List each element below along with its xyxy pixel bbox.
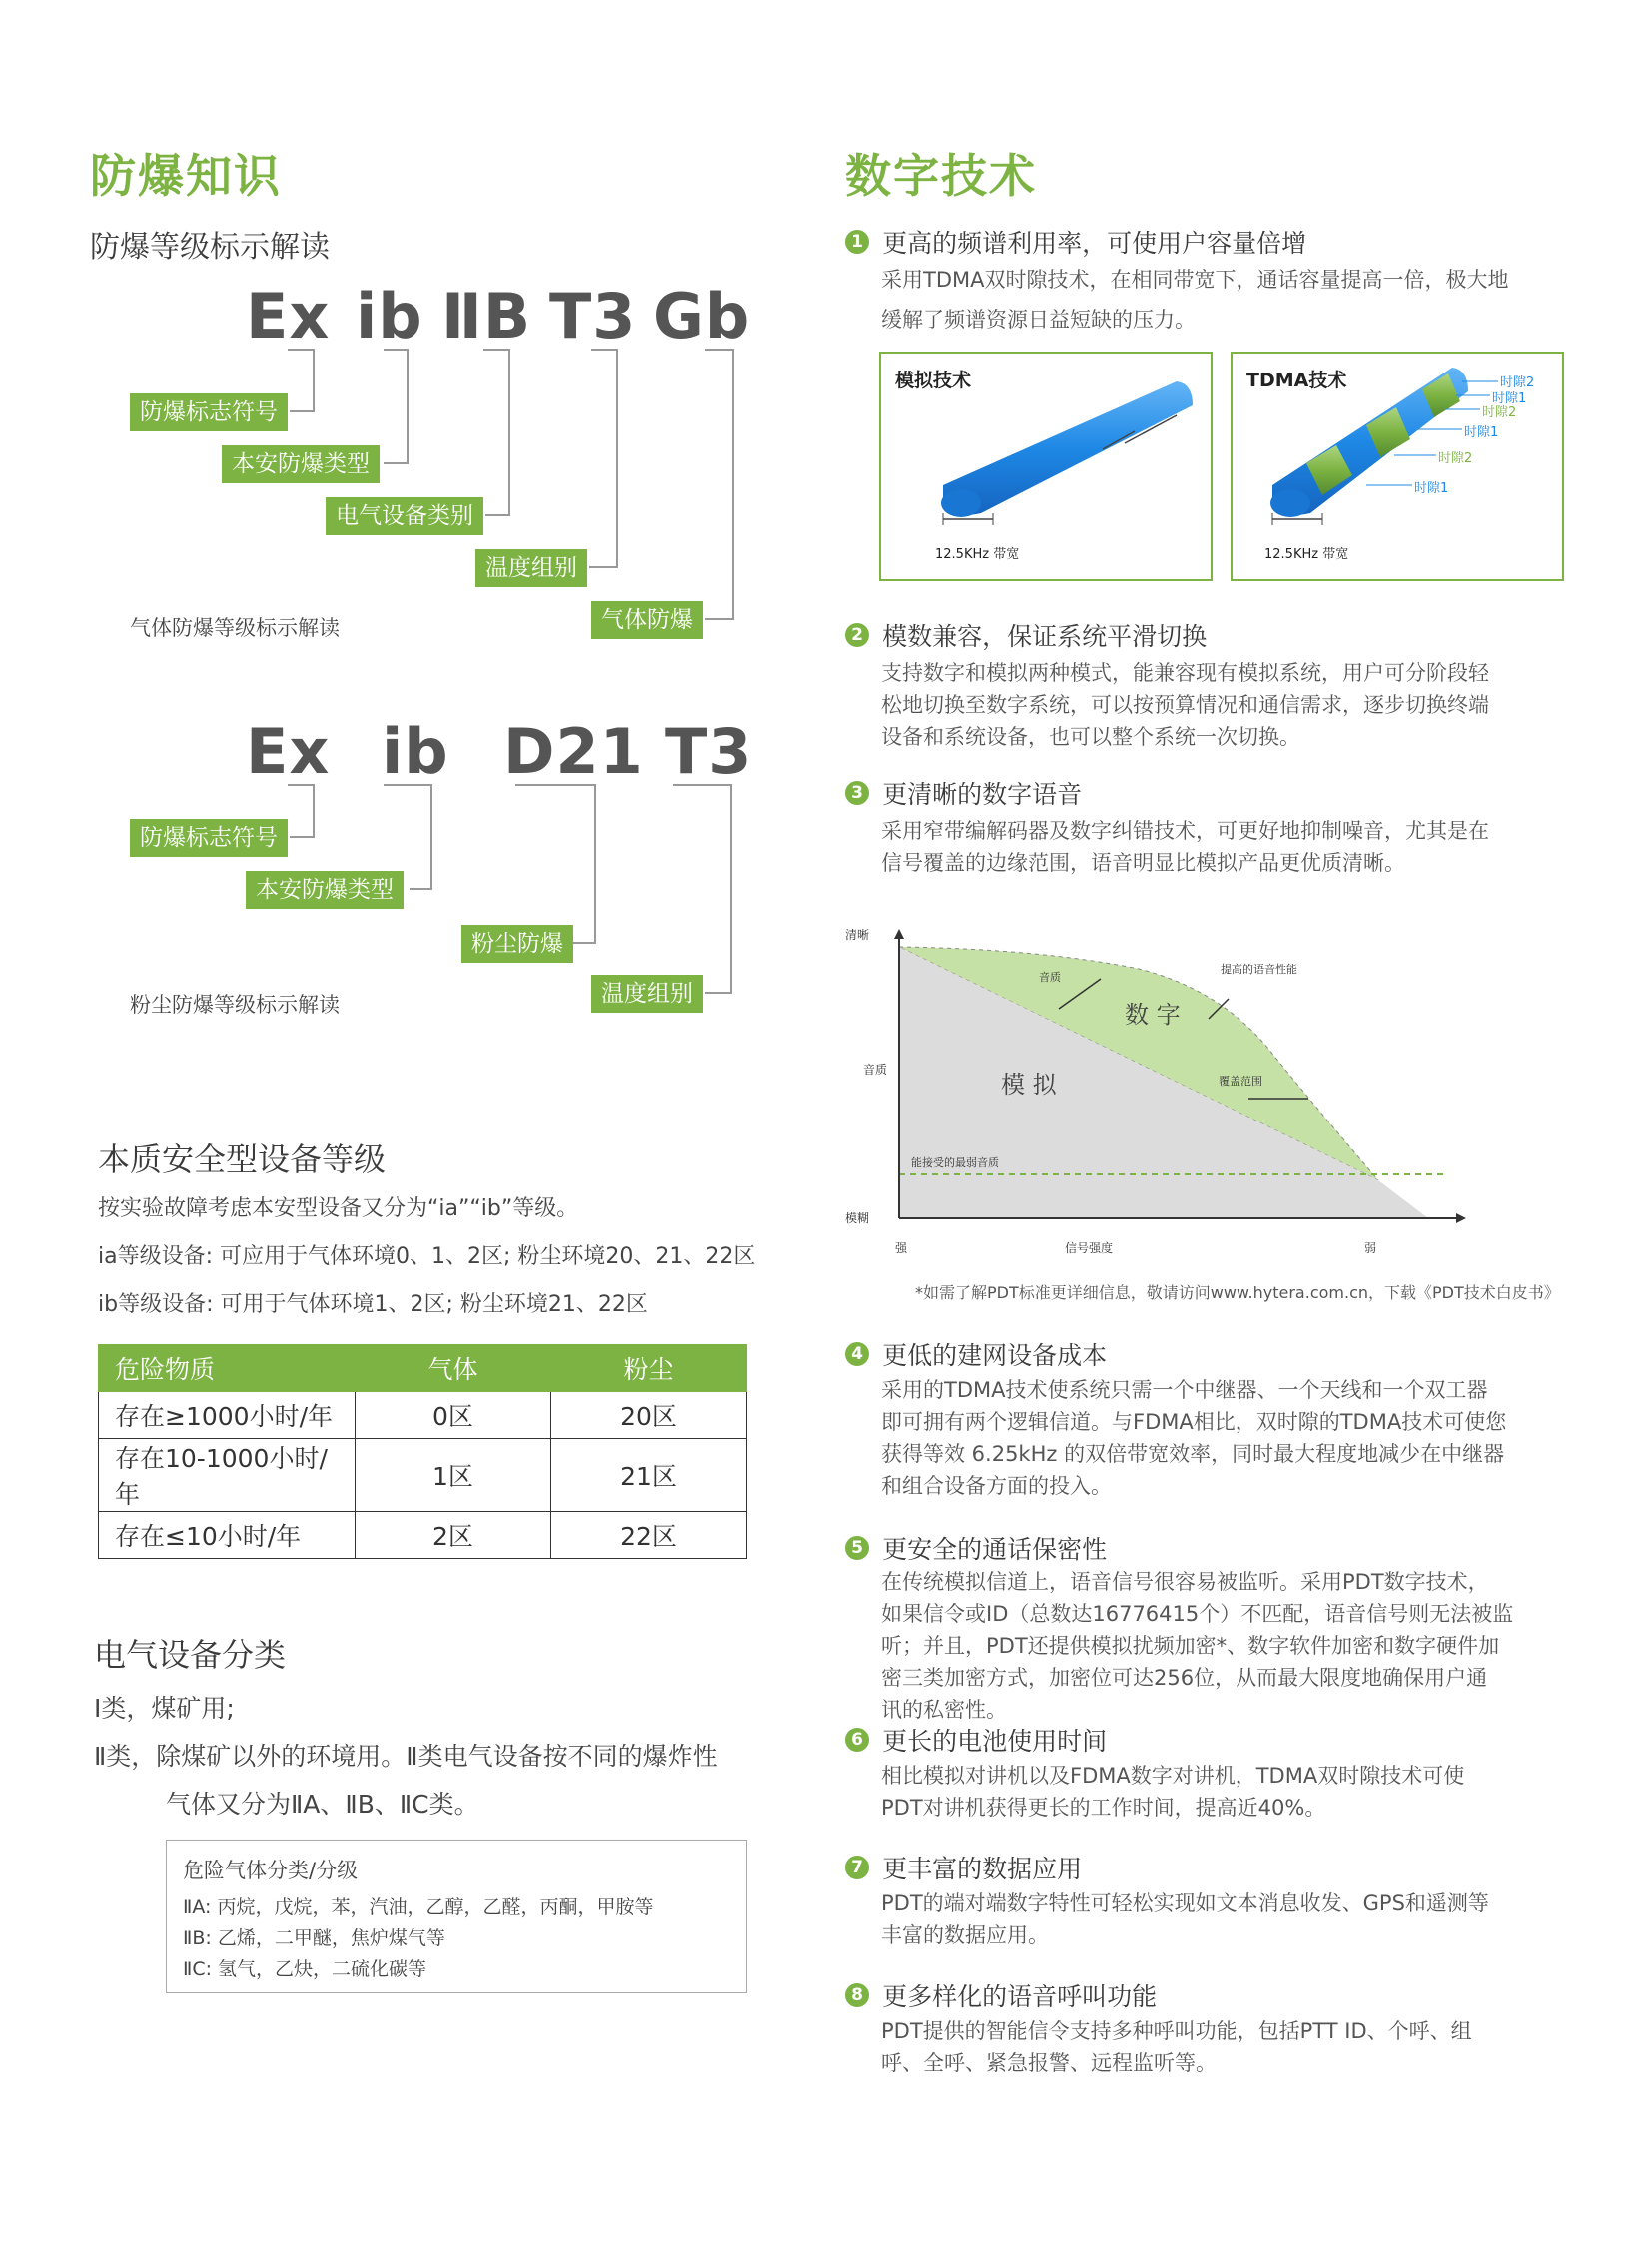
feature-body-line: 松地切换至数字系统，可以按预算情况和通信需求，逐步切换终端 bbox=[881, 693, 1489, 717]
cell: 1区 bbox=[355, 1439, 550, 1512]
feature-number: 8 bbox=[845, 1983, 869, 2007]
cell: 存在≥1000小时/年 bbox=[99, 1392, 356, 1439]
table-row bbox=[99, 1392, 747, 1439]
feature-body-line: 支持数字和模拟两种模式，能兼容现有模拟系统，用户可分阶段轻 bbox=[881, 661, 1489, 685]
tag-ex-symbol: 防爆标志符号 bbox=[130, 393, 288, 431]
safety-title: 本质安全型设备等级 bbox=[98, 1140, 387, 1178]
feature-3 bbox=[845, 775, 1082, 811]
elec-line-2: Ⅱ类，除煤矿以外的环境用。Ⅱ类电气设备按不同的爆炸性 bbox=[94, 1742, 718, 1771]
elec-line-1: Ⅰ类，煤矿用; bbox=[94, 1694, 235, 1723]
feature-7-body bbox=[881, 1887, 1489, 1951]
tag-temp-group: 温度组别 bbox=[475, 549, 587, 587]
dust-code-t3: T3 bbox=[665, 715, 753, 788]
feature-body-line: 即可拥有两个逻辑信道。与FDMA相比，双时隙的TDMA技术可使您 bbox=[881, 1410, 1507, 1434]
min-quality-annotation: 能接受的最弱音质 bbox=[911, 1156, 999, 1169]
marking-subtitle: 防爆等级标示解读 bbox=[90, 230, 330, 265]
col-gas: 气体 bbox=[355, 1345, 550, 1392]
x-right-label: 弱 bbox=[1364, 1241, 1377, 1255]
y-axis-arrow bbox=[894, 929, 904, 939]
feature-title: 更高的频谱利用率，可使用户容量倍增 bbox=[882, 229, 1307, 258]
feature-8-body bbox=[881, 2015, 1472, 2079]
feature-6 bbox=[845, 1722, 1107, 1758]
safety-line-2: ia等级设备: 可应用于气体环境0、1、2区; 粉尘环境20、21、22区 bbox=[98, 1244, 756, 1269]
feature-body-line: 获得等效 6.25kHz 的双倍带宽效率，同时最大程度地减少在中继器 bbox=[881, 1442, 1505, 1466]
feature-4 bbox=[845, 1336, 1107, 1372]
feature-title: 更多样化的语音呼叫功能 bbox=[882, 1982, 1158, 2011]
elec-title: 电气设备分类 bbox=[94, 1636, 287, 1674]
feature-body-line: 采用TDMA双时隙技术，在相同带宽下，通话容量提高一倍，极大地 bbox=[881, 268, 1509, 292]
cell: 21区 bbox=[550, 1439, 746, 1512]
feature-4-body bbox=[881, 1374, 1506, 1502]
feature-number: 4 bbox=[845, 1342, 869, 1366]
y-top-label: 清晰 bbox=[845, 928, 870, 942]
x-axis-label: 信号强度 bbox=[1065, 1241, 1114, 1255]
y-axis-label: 音质 bbox=[863, 1063, 888, 1077]
feature-body-line: 如果信令或ID（总数达16776415个）不匹配，语音信号则无法被监 bbox=[881, 1602, 1514, 1626]
quality-annotation: 音质 bbox=[1039, 971, 1061, 984]
feature-title: 更安全的通话保密性 bbox=[882, 1535, 1108, 1564]
code-iib: ⅡB bbox=[441, 280, 532, 353]
code-ex: Ex bbox=[246, 280, 331, 353]
tag-equipment-class: 电气设备类别 bbox=[326, 497, 483, 535]
feature-3-body bbox=[881, 815, 1489, 879]
elec-line-3: 气体又分为ⅡA、ⅡB、ⅡC类。 bbox=[166, 1790, 479, 1819]
analog-label: 模拟技术 bbox=[895, 370, 972, 391]
feature-5 bbox=[845, 1530, 1107, 1566]
gas-box-line-iic: ⅡC: 氢气，乙炔，二硫化碳等 bbox=[183, 1958, 427, 1980]
tag-intrinsic-type: 本安防爆类型 bbox=[222, 445, 380, 483]
feature-number: 7 bbox=[845, 1856, 869, 1879]
table-row bbox=[99, 1439, 747, 1512]
performance-annotation: 提高的语音性能 bbox=[1221, 963, 1297, 976]
tdma-box bbox=[1231, 352, 1564, 581]
col-substance: 危险物质 bbox=[99, 1345, 356, 1392]
feature-5-body bbox=[881, 1566, 1513, 1726]
cell: 0区 bbox=[355, 1392, 550, 1439]
feature-body-line: 讯的私密性。 bbox=[881, 1698, 1007, 1722]
hazard-zone-table bbox=[98, 1344, 747, 1559]
right-title: 数字技术 bbox=[845, 149, 1037, 203]
feature-title: 模数兼容，保证系统平滑切换 bbox=[882, 622, 1208, 651]
dust-tag-dust-protection: 粉尘防爆 bbox=[461, 925, 573, 963]
cell: 22区 bbox=[550, 1512, 746, 1559]
feature-8 bbox=[845, 1977, 1157, 2013]
feature-body-line: 采用窄带编解码器及数字纠错技术，可更好地抑制噪音，尤其是在 bbox=[881, 819, 1489, 843]
cell: 存在10-1000小时/年 bbox=[99, 1439, 356, 1512]
feature-body-line: 在传统模拟信道上，语音信号很容易被监听。采用PDT数字技术， bbox=[881, 1570, 1489, 1594]
dust-tag-temp-group: 温度组别 bbox=[591, 975, 703, 1013]
feature-body-line: 相比模拟对讲机以及FDMA数字对讲机，TDMA双时隙技术可使 bbox=[881, 1764, 1465, 1788]
feature-body-line: PDT提供的智能信令支持多种呼叫功能，包括PTT ID、个呼、组 bbox=[881, 2019, 1472, 2043]
feature-body-line: 缓解了频谱资源日益短缺的压力。 bbox=[881, 308, 1196, 332]
tdma-slot: 时隙2 bbox=[1482, 405, 1517, 420]
feature-body-line: 丰富的数据应用。 bbox=[881, 1923, 1049, 1947]
footnote: *如需了解PDT标准更详细信息，敬请访问www.hytera.com.cn，下载《PDT技术白皮书》 bbox=[915, 1283, 1560, 1302]
feature-number: 2 bbox=[845, 623, 869, 647]
feature-body-line: PDT的端对端数字特性可轻松实现如文本消息收发、GPS和遥测等 bbox=[881, 1891, 1489, 1915]
feature-title: 更长的电池使用时间 bbox=[882, 1727, 1108, 1756]
feature-body-line: PDT对讲机获得更长的工作时间，提高近40%。 bbox=[881, 1796, 1326, 1820]
dust-caption: 粉尘防爆等级标示解读 bbox=[130, 993, 340, 1017]
gas-box-title: 危险气体分类/分级 bbox=[183, 1859, 359, 1882]
coverage-annotation: 覆盖范围 bbox=[1219, 1075, 1262, 1088]
left-title: 防爆知识 bbox=[90, 149, 282, 203]
feature-title: 更清晰的数字语音 bbox=[882, 780, 1083, 809]
code-t3: T3 bbox=[549, 280, 637, 353]
safety-line-3: ib等级设备: 可用于气体环境1、2区; 粉尘环境21、22区 bbox=[98, 1292, 648, 1317]
table-header-row bbox=[99, 1345, 747, 1392]
cell: 存在≤10小时/年 bbox=[99, 1512, 356, 1559]
code-gb: Gb bbox=[653, 280, 751, 353]
cell: 2区 bbox=[355, 1512, 550, 1559]
gas-box-line-iia: ⅡA: 丙烷，戊烷，苯，汽油，乙醇，乙醛，丙酮，甲胺等 bbox=[183, 1896, 654, 1918]
tag-gas-protection: 气体防爆 bbox=[591, 601, 703, 639]
tdma-label: TDMA技术 bbox=[1246, 370, 1347, 391]
feature-number: 6 bbox=[845, 1728, 869, 1752]
gas-caption: 气体防爆等级标示解读 bbox=[130, 616, 340, 640]
feature-2-body bbox=[881, 657, 1489, 753]
analog-series-label: 模 拟 bbox=[1001, 1071, 1057, 1099]
gas-box-line-iib: ⅡB: 乙烯，二甲醚，焦炉煤气等 bbox=[183, 1927, 445, 1949]
feature-body-line: 信号覆盖的边缘范围，语音明显比模拟产品更优质清晰。 bbox=[881, 851, 1405, 875]
tdma-slot: 时隙2 bbox=[1500, 375, 1535, 390]
analog-box bbox=[879, 352, 1213, 581]
feature-body-line: 设备和系统设备，也可以整个系统一次切换。 bbox=[881, 725, 1300, 749]
feature-1 bbox=[845, 224, 1306, 260]
safety-line-1: 按实验故障考虑本安型设备又分为“ia”“ib”等级。 bbox=[98, 1196, 579, 1221]
feature-number: 3 bbox=[845, 781, 869, 805]
voice-quality-chart bbox=[839, 909, 1578, 1278]
digital-series-label: 数 字 bbox=[1125, 1001, 1181, 1029]
feature-number: 5 bbox=[845, 1536, 869, 1560]
feature-title: 更丰富的数据应用 bbox=[882, 1855, 1083, 1883]
feature-body-line: 采用的TDMA技术使系统只需一个中继器、一个天线和一个双工器 bbox=[881, 1378, 1488, 1402]
feature-6-body bbox=[881, 1760, 1464, 1824]
feature-body-line: 密三类加密方式，加密位可达256位，从而最大限度地确保用户通 bbox=[881, 1666, 1488, 1690]
feature-title: 更低的建网设备成本 bbox=[882, 1341, 1108, 1370]
col-dust: 粉尘 bbox=[550, 1345, 746, 1392]
feature-body-line: 听；并且，PDT还提供模拟扰频加密*、数字软件加密和数字硬件加 bbox=[881, 1634, 1500, 1658]
gas-classification-box bbox=[166, 1840, 747, 1993]
tdma-slot: 时隙1 bbox=[1492, 391, 1527, 406]
tdma-slot: 时隙1 bbox=[1464, 425, 1499, 440]
feature-1-body bbox=[881, 264, 1508, 336]
tdma-bandwidth: 12.5KHz 带宽 bbox=[1264, 547, 1349, 562]
dust-code-ex: Ex bbox=[246, 715, 331, 788]
table-row bbox=[99, 1512, 747, 1559]
dust-code-ib: ib bbox=[382, 715, 449, 788]
dust-code-d21: D21 bbox=[503, 715, 644, 788]
tdma-slot: 时隙1 bbox=[1414, 481, 1449, 496]
x-left-label: 强 bbox=[895, 1241, 908, 1255]
analog-bandwidth: 12.5KHz 带宽 bbox=[935, 547, 1020, 562]
feature-body-line: 呼、全呼、紧急报警、远程监听等。 bbox=[881, 2051, 1217, 2075]
feature-7 bbox=[845, 1850, 1082, 1885]
feature-body-line: 和组合设备方面的投入。 bbox=[881, 1474, 1112, 1498]
x-axis-arrow bbox=[1456, 1213, 1466, 1223]
feature-number: 1 bbox=[845, 230, 869, 254]
tdma-slot: 时隙2 bbox=[1438, 451, 1473, 466]
code-ib: ib bbox=[356, 280, 423, 353]
feature-2 bbox=[845, 617, 1207, 653]
y-bottom-label: 模糊 bbox=[845, 1211, 870, 1225]
dust-tag-ex-symbol: 防爆标志符号 bbox=[130, 819, 288, 857]
cell: 20区 bbox=[550, 1392, 746, 1439]
analog-beam-illustration bbox=[881, 354, 1211, 579]
dust-tag-intrinsic-type: 本安防爆类型 bbox=[246, 871, 404, 909]
